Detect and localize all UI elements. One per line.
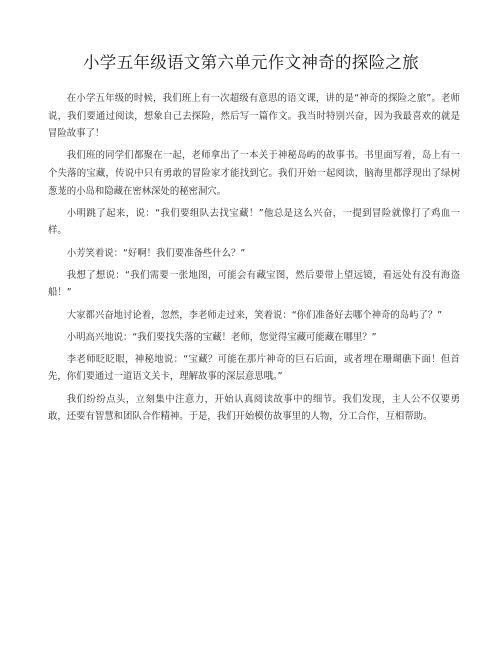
paragraph: 在小学五年级的时候，我们班上有一次超级有意思的语文课，讲的是“神奇的探险之旅”。老师说，我们要通过阅读，想象自己去探险，然后写一篇作文。我当时特别兴奋，因为我最喜欢的就是冒险故事了！	[48, 93, 460, 140]
paragraph: 小芳笑着说：“好啊！我们要准备些什么？”	[66, 247, 246, 259]
document-body	[48, 90, 460, 430]
paragraph: 小明高兴地说：“我们要找失落的宝藏！老师，您觉得宝藏可能藏在哪里？”	[66, 331, 377, 343]
paragraph: 小明跳了起来，说：“我们要组队去找宝藏！”他总是这么兴奋，一提到冒险就像打了鸡血一样。	[48, 207, 460, 237]
paragraph: 我们班的同学们都聚在一起，老师拿出了一本关于神秘岛屿的故事书。书里面写着，岛上有一个失落的宝藏，传说中只有勇敢的冒险家才能找到它。我们开始一起阅读，脑海里都浮现出了绿树葱茏的小岛和隐藏在密林深处的秘密洞穴。	[48, 150, 460, 197]
paragraph: 我想了想说：“我们需要一张地图，可能会有藏宝图，然后要带上望远镜，看远处有没有海盗船！”	[48, 269, 460, 299]
paragraph: 我们纷纷点头，立刻集中注意力，开始认真阅读故事中的细节。我们发现，主人公不仅要勇敢，还要有智慧和团队合作精神。于是，我们开始模仿故事里的人物，分工合作，互相帮助。	[48, 393, 460, 423]
paragraph: 大家都兴奋地讨论着，忽然，李老师走过来，笑着说：“你们准备好去哪个神奇的岛屿了？”	[66, 309, 443, 321]
document-title: 小学五年级语文第六单元作文神奇的探险之旅	[83, 53, 419, 72]
paragraph: 李老师眨眨眼，神秘地说：“宝藏？可能在那片神奇的巨石后面，或者埋在珊瑚礁下面！但首先，你们要通过一道语文关卡，理解故事的深层意思哦。”	[48, 353, 460, 383]
